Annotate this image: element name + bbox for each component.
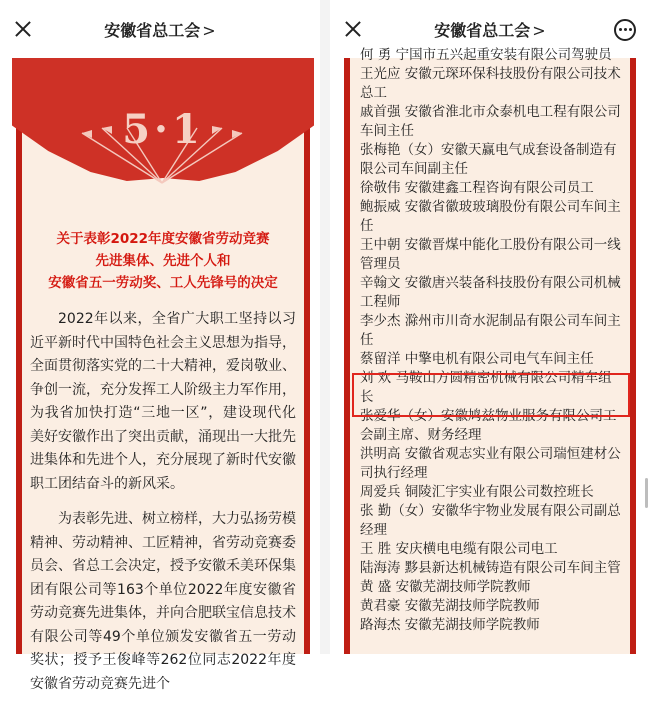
list-item: 王中朝 安徽晋煤中能化工股份有限公司一线管理员 [360, 237, 621, 272]
list-item: 张 勤（女）安徽华宇物业发展有限公司副总经理 [360, 503, 621, 538]
account-title: 安徽省总工会 [434, 21, 531, 40]
list-item: 徐敬伟 安徽建鑫工程咨询有限公司员工 [360, 180, 594, 196]
more-icon[interactable] [614, 19, 636, 41]
list-item: 张爱华（女）安徽鸠兹物业服务有限公司工会副主席、财务经理 [360, 408, 617, 443]
right-screen [330, 0, 650, 654]
list-item-highlighted: 刘 欢 马鞍山方圆精密机械有限公司精车组长 [360, 370, 612, 405]
decision-title-line: 安徽省五一劳动奖、工人先锋号的决定 [48, 275, 278, 291]
list-item: 辛翰文 安徽唐兴装备科技股份有限公司机械工程师 [360, 275, 621, 310]
list-item: 黄 盛 安徽芜湖技师学院教师 [360, 579, 531, 595]
list-item: 鲍振威 安徽省徽玻玻璃股份有限公司车间主任 [360, 199, 621, 234]
split-divider [320, 0, 330, 654]
list-item: 路海杰 安徽芜湖技师学院教师 [360, 617, 540, 633]
list-item: 黄君豪 安徽芜湖技师学院教师 [360, 598, 540, 614]
decision-title-line: 先进集体、先进个人和 [95, 253, 231, 269]
list-item: 王 胜 安庆横电电缆有限公司电工 [360, 541, 558, 557]
scrollbar-thumb[interactable] [645, 478, 648, 508]
left-screen [0, 0, 320, 692]
article-frame [344, 47, 636, 654]
list-item: 李少杰 滁州市川奇水泥制品有限公司车间主任 [360, 313, 621, 348]
paragraph: 为表彰先进、树立榜样，大力弘扬劳模精神、劳动精神、工匠精神，省劳动竞赛委员会、省总工会决定，授予安徽禾美环保集团有限公司等163个单位2022年度安徽省劳动竞赛先进集体，并向合肥联宝信息技术有限公司等49个单位颁发安徽省五一劳动奖状；授予王俊峰等262位同志2022年度安徽省劳动竞赛先进个 [30, 511, 296, 692]
highlight-box [352, 373, 630, 417]
article-paper[interactable] [350, 47, 630, 654]
account-title-button[interactable] [0, 18, 320, 41]
list-item: 陆海涛 黟县新达机械铸造有限公司车间主管 [360, 560, 621, 576]
may-day-badge: 5·1 [122, 106, 204, 153]
account-title-button[interactable] [330, 18, 650, 41]
chevron-right-icon: > [532, 21, 546, 40]
header-banner [22, 58, 304, 208]
paragraph: 2022年以来，全省广大职工坚持以习近平新时代中国特色社会主义思想为指导，全面贯彻落实党的二十大精神，爱岗敬业、争创一流，充分发挥工人阶级主力军作用，为我省加快打造“三地一区”，建设现代化美好安徽作出了突出贡献，涌现出一大批先进集体和先进个人，充分展现了新时代安徽职工团结奋斗的新风采。 [30, 311, 296, 492]
list-item: 王光应 安徽元琛环保科技股份有限公司技术总工 [360, 66, 621, 101]
decision-title-line: 关于表彰2022年度安徽省劳动竞赛 [56, 231, 270, 247]
chevron-right-icon: > [202, 21, 216, 40]
list-item: 洪明高 安徽省观志实业有限公司瑞恒建材公司执行经理 [360, 446, 621, 481]
article-paper[interactable] [22, 58, 304, 692]
list-item: 何 勇 宁国市五兴起重安装有限公司驾驶员 [360, 47, 612, 63]
list-item: 蔡留洋 中擎电机有限公司电气车间主任 [360, 351, 594, 367]
list-item: 周爱兵 铜陵汇宇实业有限公司数控班长 [360, 484, 594, 500]
list-item: 张梅艳（女）安徽天赢电气成套设备制造有限公司车间副主任 [360, 142, 617, 177]
decision-title [22, 228, 304, 294]
nav-bar [0, 0, 320, 58]
account-title: 安徽省总工会 [104, 21, 201, 40]
list-item: 戚首强 安徽省淮北市众泰机电工程有限公司车间主任 [360, 104, 621, 139]
article-frame [16, 58, 310, 692]
article-body [30, 308, 296, 708]
honor-list [360, 46, 624, 635]
